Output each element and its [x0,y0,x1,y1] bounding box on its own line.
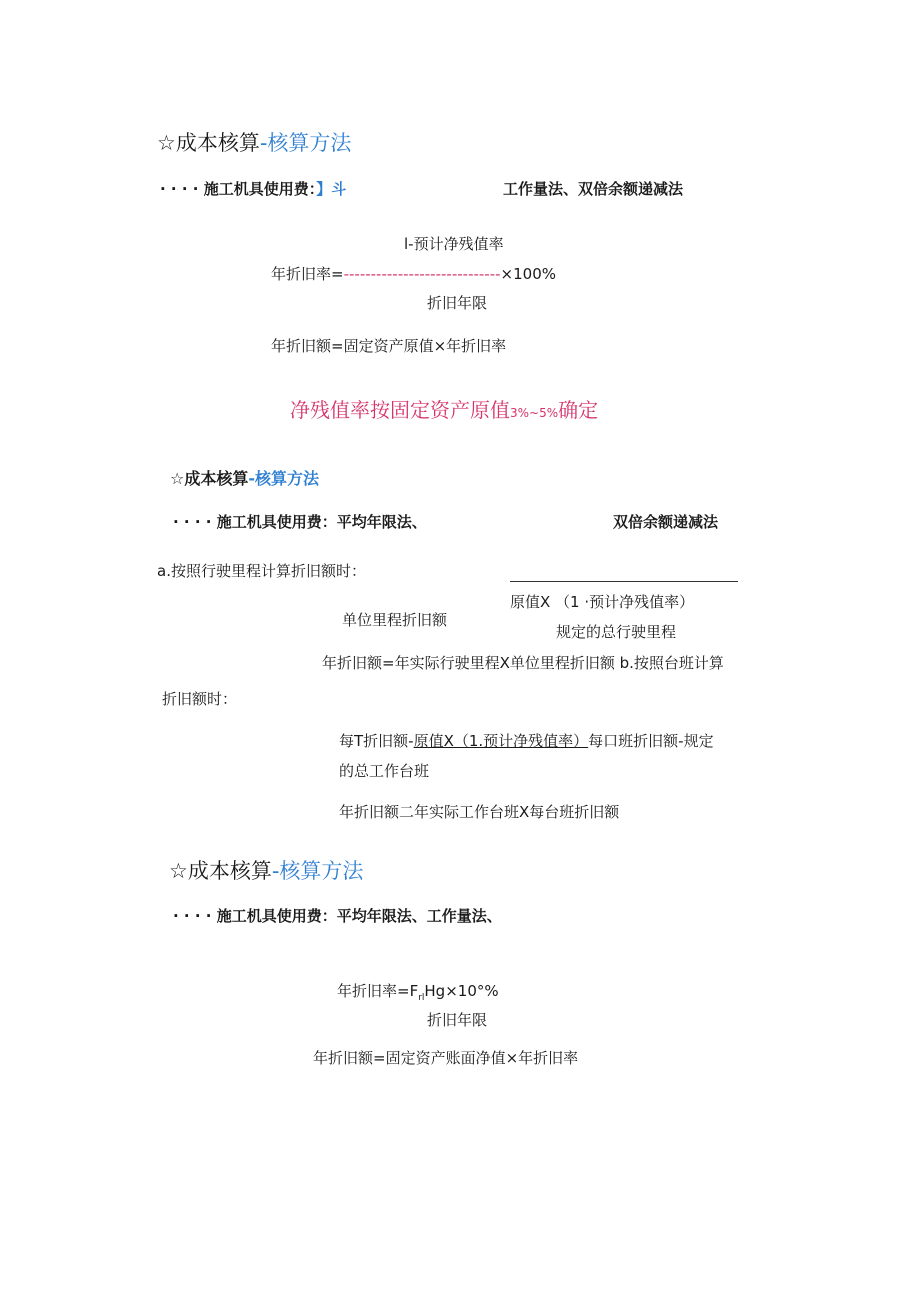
section2-frac-denominator: 规定的总行驶里程 [556,623,677,641]
section3-formula-sub: rl [418,993,425,1003]
section2-line-a: a.按照行驶里程计算折旧额时： [157,562,366,580]
section1-formula-right: ×100% [500,265,556,283]
section3-subtitle-main: 施工机具使用费：平均年限法、工作量法、 [216,907,502,925]
section2-frac-numerator: 原值X （1 ·预计净残值率） [510,593,695,611]
star-icon: ☆ [170,469,185,488]
section1-note-c: 确定 [558,398,599,422]
section1-title [157,127,351,157]
section1-formula2: 年折旧额=固定资产原值×年折旧率 [271,337,507,355]
section1-title-prefix: 成本核算 [175,131,260,155]
section2-line-c1-a: 每T折旧额- [339,732,414,750]
star-icon: ☆ [169,859,188,883]
bullet-dots: · · · · [173,907,217,925]
section3-title-prefix: 成本核算 [187,859,272,883]
section3-formula-b: Hg×10°% [424,982,499,1000]
section3-formula [337,980,499,1003]
section2-line-c1-underlined: 原值X（1.预计净残值率） [413,732,589,750]
section1-subtitle-blue: 】斗 [316,180,347,198]
section3-formula-denominator: 折旧年限 [427,1011,488,1029]
bullet-dots: · · · · [160,180,204,198]
section2-title [170,466,319,489]
section3-formula2: 年折旧额=固定资产账面净值×年折旧率 [313,1049,579,1067]
section1-note [290,394,598,423]
section2-line-c1 [339,730,714,751]
section3-formula-a: 年折旧率=F [337,982,419,1000]
section1-note-a: 净残值率按固定资产原值 [290,398,510,422]
section1-formula-denominator: 折旧年限 [427,294,488,312]
star-icon: ☆ [157,131,176,155]
section2-line-c2: 的总工作台班 [339,762,430,780]
section2-line-d: 年折旧额二年实际工作台班X每台班折旧额 [339,803,620,821]
section1-subtitle-right: 工作量法、双倍余额递减法 [503,180,684,198]
section2-line-b2: 折旧额时： [162,690,238,708]
section1-formula-numerator: l-预计净残值率 [404,235,504,253]
section1-subtitle [160,178,346,199]
section2-frac-left: 单位里程折旧额 [342,611,448,629]
section1-title-suffix: -核算方法 [259,131,352,155]
bullet-dots: · · · · [173,513,217,531]
section1-formula-dashes: ----------------------------- [343,265,501,283]
section2-title-prefix: 成本核算 [184,469,249,488]
section2-subtitle [173,511,427,532]
section2-subtitle-main: 施工机具使用费：平均年限法、 [216,513,427,531]
section1-note-b: 3%~5% [510,406,559,420]
section3-subtitle [173,905,502,926]
section3-title [169,855,363,885]
section3-title-suffix: -核算方法 [271,859,364,883]
section2-line-c1-b: 每口班折旧额-规定 [588,732,714,750]
section1-formula-line [271,263,556,284]
section2-subtitle-right: 双倍余额递减法 [613,513,719,531]
section1-formula-left: 年折旧率= [271,265,344,283]
section2-title-suffix: -核算方法 [248,469,320,488]
fraction-rule [510,581,738,582]
section2-line-b1: 年折旧额=年实际行驶里程X单位里程折旧额 b.按照台班计算 [322,654,724,672]
section1-subtitle-main: 施工机具使用费： [203,180,317,198]
